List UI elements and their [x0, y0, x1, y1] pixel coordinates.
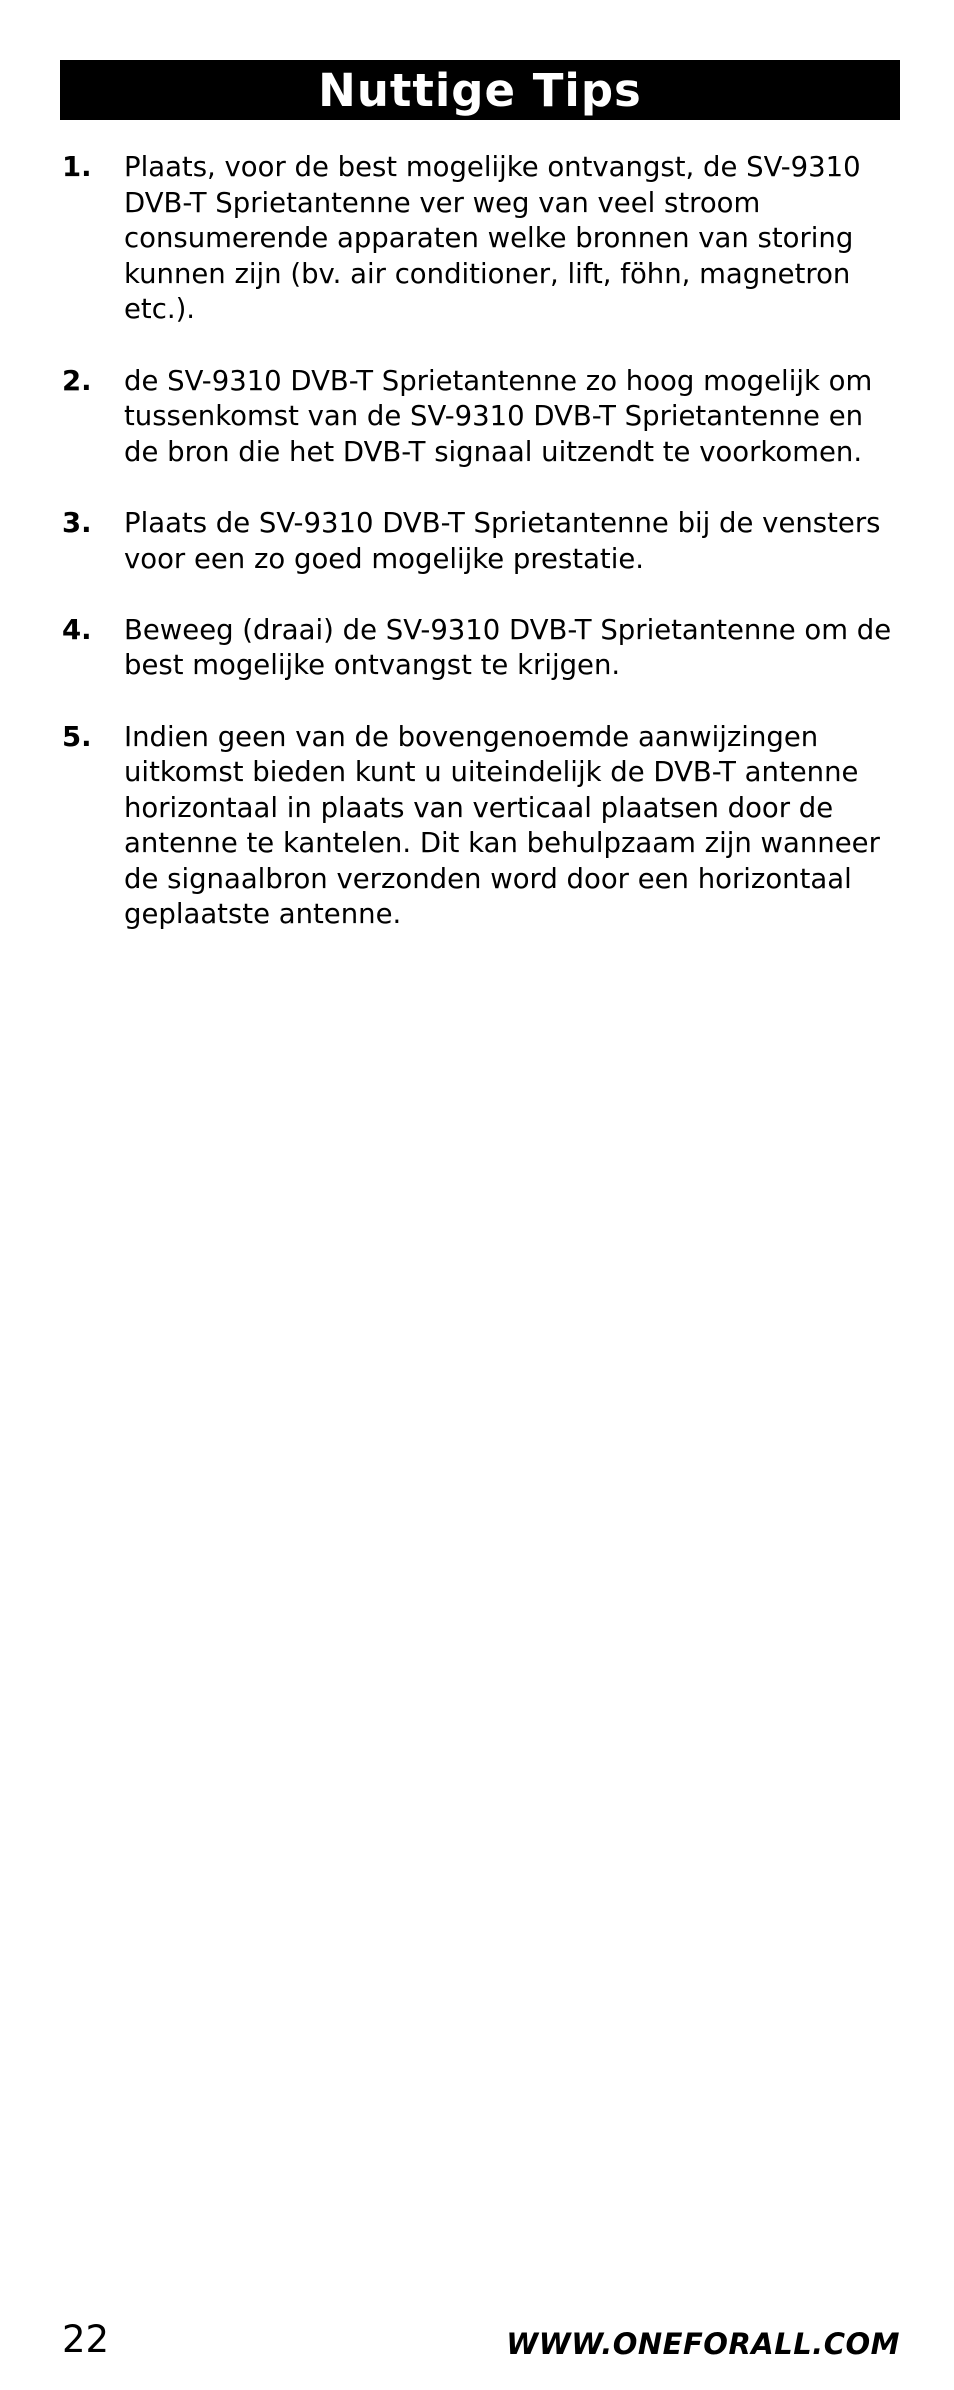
tip-text: Plaats de SV-9310 DVB-T Sprietantenne bij de vensters voor een zo goed mogelijke prestatie. [124, 506, 881, 575]
tip-number: 5. [62, 720, 92, 753]
tip-item [62, 720, 912, 934]
tip-number: 3. [62, 506, 92, 539]
tip-text: Beweeg (draai) de SV-9310 DVB-T Sprietantenne om de best mogelijke ontvangst te krijgen. [124, 613, 892, 682]
tip-item [62, 364, 912, 471]
tip-number: 2. [62, 364, 92, 397]
tip-text: Plaats, voor de best mogelijke ontvangst, de SV-9310 DVB-T Sprietantenne ver weg van veel stroom consumerende apparaten welke bronnen van storing kunnen zijn (bv. air conditioner, lift, föhn, magnetron etc.). [124, 151, 861, 326]
page-title: Nuttige Tips [318, 63, 642, 117]
tips-list [62, 150, 912, 933]
tip-text: Indien geen van de bovengenoemde aanwijzingen uitkomst bieden kunt u uiteindelijk de DVB-T antenne horizontaal in plaats van verticaal plaatsen door de antenne te kantelen. Dit kan behulpzaam zijn wanneer de signaalbron verzonden word door een horizontaal geplaatste antenne. [124, 720, 880, 931]
tip-item [62, 613, 912, 684]
page-number: 22 [62, 2318, 110, 2361]
tip-item [62, 506, 912, 577]
website-url: WWW.ONEFORALL.COM [506, 2327, 900, 2361]
tip-number: 4. [62, 613, 92, 646]
tip-text: de SV-9310 DVB-T Sprietantenne zo hoog mogelijk om tussenkomst van de SV-9310 DVB-T Sprietantenne en de bron die het DVB-T signaal uitzendt te voorkomen. [124, 364, 873, 468]
tip-number: 1. [62, 151, 92, 183]
title-bar [60, 60, 900, 120]
tip-item [62, 150, 912, 328]
